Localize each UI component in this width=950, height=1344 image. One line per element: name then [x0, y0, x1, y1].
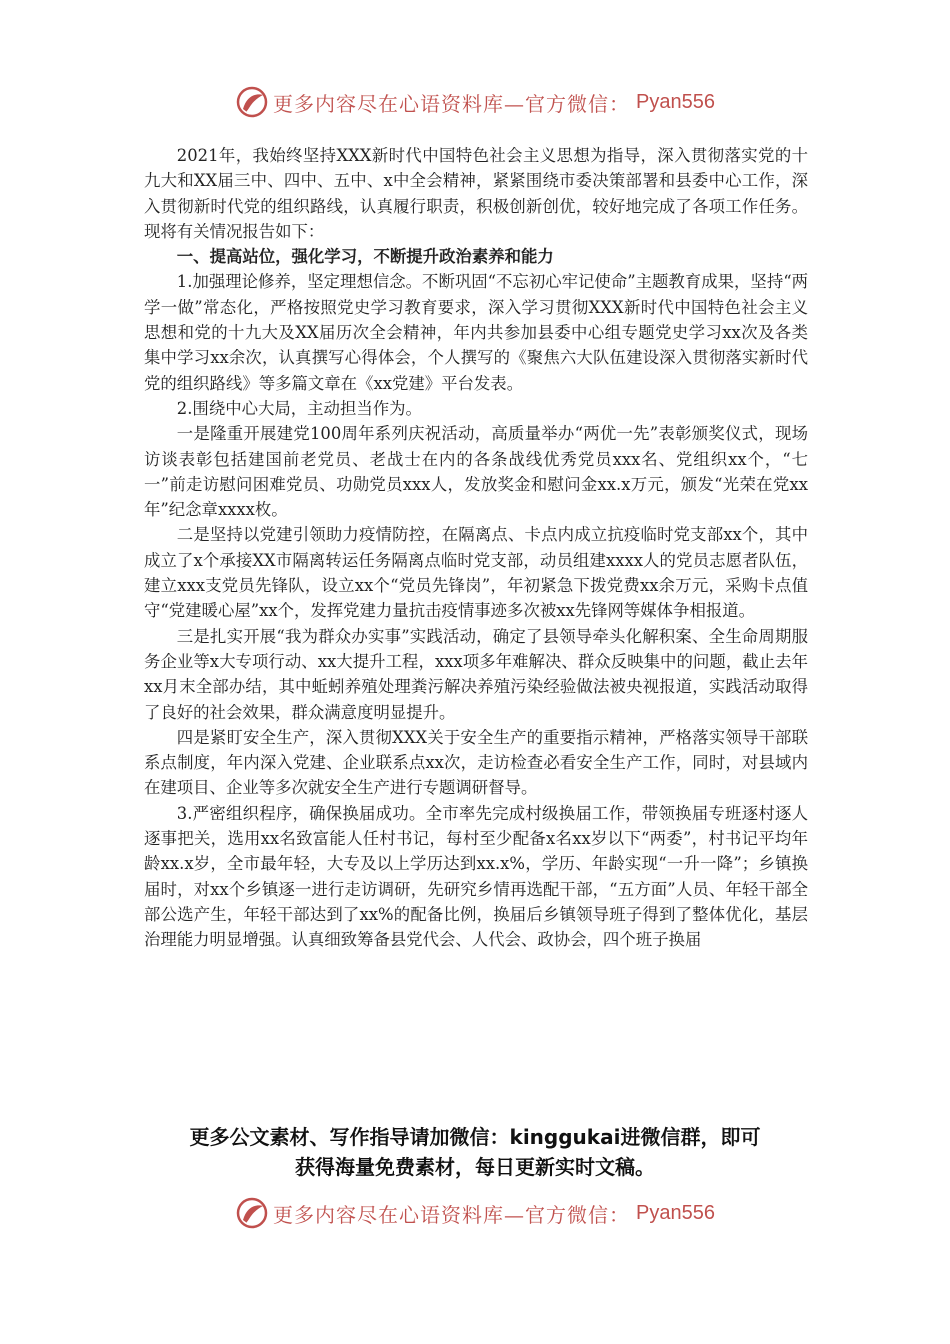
banner-wechat-id: Pyan556	[636, 90, 715, 113]
banner-text: 更多内容尽在心语资料库—官方微信：	[273, 1202, 631, 1227]
paragraph-practice: 三是扎实开展“我为群众办实事”实践活动，确定了县领导牵头化解积案、全生命周期服务企业等x大专项行动、xx大提升工程，xxx项多年难解决、群众反映集中的问题，截止去年xx月末全部办结，其中蚯蚓养殖处理粪污解决养殖污染经验做法被央视报道，实践活动取得了良好的社会效果，群众满意度明显提升。	[144, 626, 808, 722]
logo-icon	[235, 85, 269, 119]
banner-wechat-id: Pyan556	[636, 1201, 715, 1224]
paragraph-anniversary: 一是隆重开展建党100周年系列庆祝活动，高质量举办“两优一先”表彰颁奖仪式，现场访谈表彰包括建国前老党员、老战士在内的各条战线优秀党员xxx名、党组织xx个，“七一”前走访慰问困难党员、功勋党员xxx人，发放奖金和慰问金xx.x万元，颁发“光荣在党xx年”纪念章xxxx枚。	[144, 424, 808, 520]
promo-text	[100, 1122, 850, 1182]
header-banner	[0, 82, 950, 122]
footer-banner	[0, 1193, 950, 1233]
banner-text: 更多内容尽在心语资料库—官方微信：	[273, 91, 631, 116]
paragraph-election: 3.严密组织程序，确保换届成功。全市率先完成村级换届工作，带领换届专班逐村逐人逐事把关，选用xx名致富能人任村书记，每村至少配备x名xx岁以下“两委”，村书记平均年龄xx.x岁，全市最年轻，大专及以上学历达到xx.x%，学历、年龄实现“一升一降”；乡镇换届时，对xx个乡镇逐一进行走访调研，先研究乡情再选配干部，“五方面”人员、年轻干部全部公选产生，年轻干部达到了xx%的配备比例，换届后乡镇领导班子得到了整体优化，基层治理能力明显增强。认真细致筹备县党代会、人代会、政协会，四个班子换届	[144, 803, 808, 950]
paragraph-center: 2.围绕中心大局，主动担当作为。	[176, 398, 422, 418]
promo-line-1: 更多公文素材、写作指导请加微信：kinggukai进微信群，即可	[189, 1125, 761, 1149]
report-body	[144, 143, 808, 953]
intro-paragraph: 2021年，我始终坚持XXX新时代中国特色社会主义思想为指导，深入贯彻落实党的十九大和XX届三中、四中、五中、x中全会精神，紧紧围绕市委决策部署和县委中心工作，深入贯彻新时代党的组织路线，认真履行职责，积极创新创优，较好地完成了各项工作任务。现将有关情况报告如下：	[144, 146, 808, 241]
promo-line-2: 获得海量免费素材，每日更新实时文稿。	[295, 1155, 655, 1179]
paragraph-safety: 四是紧盯安全生产，深入贯彻XXX关于安全生产的重要指示精神，严格落实领导干部联系点制度，年内深入党建、企业联系点xx次，走访检查必看安全生产工作，同时，对县域内在建项目、企业等多次就安全生产进行专题调研督导。	[144, 727, 808, 798]
logo-icon	[235, 1196, 269, 1230]
paragraph-epidemic: 二是坚持以党建引领助力疫情防控，在隔离点、卡点内成立抗疫临时党支部xx个，其中成立了x个承接XX市隔离转运任务隔离点临时党支部，动员组建xxxx人的党员志愿者队伍，建立xxx支党员先锋队，设立xx个“党员先锋岗”，年初紧急下拨党费xx余万元，采购卡点值守“党建暖心屋”xx个，发挥党建力量抗击疫情事迹多次被xx先锋网等媒体争相报道。	[144, 525, 808, 621]
paragraph-theory: 1.加强理论修养，坚定理想信念。不断巩固“不忘初心牢记使命”主题教育成果，坚持“两学一做”常态化，严格按照党史学习教育要求，深入学习贯彻XXX新时代中国特色社会主义思想和党的十九大及XX届历次全会精神，年内共参加县委中心组专题党史学习xx次及各类集中学习xx余次，认真撰写心得体会，个人撰写的《聚焦六大队伍建设深入贯彻落实新时代党的组织路线》等多篇文章在《xx党建》平台发表。	[144, 272, 808, 393]
section-heading: 一、提高站位，强化学习，不断提升政治素养和能力	[176, 247, 554, 267]
